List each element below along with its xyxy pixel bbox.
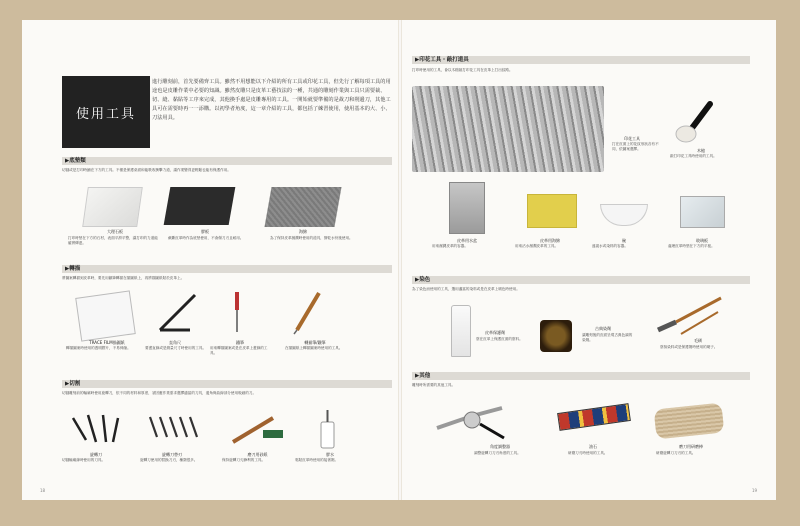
section-desc: 打印時使用的工具，會以木槌敲打印花工具在皮革上打出紋路。 [412,68,513,72]
item-label: 皮革用水盆 [457,238,477,243]
glue-bottle-image [315,408,340,450]
item-label: 碗 [622,238,626,243]
item-label: 皮革保護劑 [485,330,505,335]
stylus-image [225,290,250,335]
item-desc: 打印時墊在下方的石材，表面平滑平整，讓打印的力道能確實傳達。 [68,236,158,245]
item-label: 膠板 [201,229,209,234]
sharpening-board-image [228,410,288,450]
mallet-image [670,96,730,146]
item-label: 角度調整器 [490,444,510,449]
item-label: 鐵筆 [236,340,244,345]
page-title: 使用工具 [62,76,150,148]
item-desc: 塗在皮革上保護皮面的塗料。 [476,337,523,341]
item-desc: 用來轉描圖案或是在皮革上畫線的工具。 [210,346,268,355]
granite-slab-image [264,187,341,227]
page-gutter [398,20,402,500]
section-header: ▶轉描 [62,265,392,273]
intro-text: 進行雕刻前，首先要備齊工具。雖然不用想能以下介紹的所有工具或印花工具，但先行了解每項工具的用途也是皮雕作業中必要的知識。雖然皮雕只是皮革工藝技法的一種，共通的雕刻作業與工具只需要裁、切、縫、黏貼等工序來完成，其他換手處是皮雕專用的工具。一開始就要準備的是裁刀和削邊刀，其他工具可在需要時再一一添購。以初學者角度，這一章介紹的工具，都包括了練習使用，使用基本的大、小、刀法用具。 [152,79,391,121]
item-label: 大理石板 [107,229,123,234]
item-desc: 旋轉刀使用的替換刀刃，種類很多。 [140,458,198,462]
item-desc: 為了保持皮革濕潤時使用的道具，擠乾水份後使用。 [270,236,353,240]
section-desc: 切割或是打印時鋪在下方的工具。不僅是保護桌面和能吸收衝擊力道，讓作業變得更輕鬆也能有保護作用。 [62,168,231,172]
section-desc: 切割雕刻前的輪廓時使用旋轉刀，依不同的材料和厚度，須因應作業需求選擇適當的刀具，邊角與曲線部分使用較細的刀。 [62,391,257,395]
page-number-left: 18 [40,488,46,493]
leather-pan-image [449,182,485,234]
item-desc: 研磨旋轉刀刀刃的工具。 [656,451,696,455]
section-desc: 將圖案轉描到皮革時，要先用鐵筆轉描在描圖紙上，再將描圖紙貼於皮革上。 [62,276,185,280]
trace-film-image [75,290,136,341]
item-desc: 處理皮革時墊在下方的平板。 [668,244,715,248]
item-desc: 打在皮面上的花紋形狀各有不同，依圖案選擇。 [612,142,659,151]
item-desc: 轉描圖案時使用的透明膠片，不易伸縮。 [66,346,131,350]
item-label: 直角尺 [169,340,181,345]
section-header: ▶染色 [412,276,750,284]
item-desc: 切割輪廓線時使用的刀具。 [62,458,106,462]
glass-plate-image [680,196,725,228]
item-label: 海綿 [299,229,307,234]
section-desc: 為了染色而使用的工具，選用適當的染料或是在皮革上刷色時使用。 [412,287,520,291]
item-label: 磨刀用砂紙 [247,452,268,457]
item-desc: 塗抹染料或是保護劑時使用的刷子。 [660,345,718,349]
item-label: 古典染劑 [595,326,611,331]
item-desc: 保持旋轉刀刃鋒利的工具。 [222,458,266,462]
item-desc: 在描圖紙上轉描圖案時使用的工具。 [285,346,343,350]
item-desc: 盛裝水或染料的容器。 [592,244,628,248]
item-desc: 調整旋轉刀刀刃角度的工具。 [474,451,521,455]
item-label: TRACE FILM描圖紙 [89,340,125,345]
swivel-knife-image [68,410,128,450]
stamping-tools-image [412,86,604,172]
item-label: 磨刀用研磨棒 [679,444,703,449]
section-desc: 雕刻時所需要的其他工具。 [412,383,456,387]
brush-image [636,292,726,340]
item-desc: 截斷皮革時作為底墊使用，不會傷刀刃且耐用。 [168,236,244,240]
section-header: ▶其他 [412,372,750,380]
item-label: 印花工具 [624,136,640,141]
item-label: 旋轉刀 [90,452,102,457]
section-header: ▶底墊類 [62,157,392,165]
square-ruler-image [155,290,200,335]
section-header: ▶切割 [62,380,392,388]
replacement-blade-image [145,412,200,442]
item-desc: 用來濕潤皮革的容器。 [432,244,468,248]
item-label: 油石 [589,444,597,449]
angle-adjuster-image [432,398,512,443]
rubber-board-image [164,187,236,225]
item-label: 轉描筆/鐵筆 [304,340,326,345]
item-desc: 讓雕刻後的皮面呈現古典色調的染劑。 [582,333,633,342]
sponge-image [527,194,577,228]
protector-bottle-image [451,305,471,357]
item-desc: 敲打印花工具時使用的工具。 [670,154,717,158]
item-label: 毛刷 [694,338,702,343]
tracing-pen-image [292,290,322,335]
item-label: 玻璃板 [696,238,708,243]
item-label: 旋轉刀替刃 [162,452,182,457]
item-desc: 研磨刀刃時使用的工具。 [568,451,608,455]
page-number-right: 19 [752,488,758,493]
item-desc: 用來沾水濕潤皮革的工具。 [515,244,559,248]
section-header: ▶印花工具・敲打道具 [412,56,750,64]
item-label: 膠水 [326,452,334,457]
item-label: 皮革用海綿 [540,238,560,243]
item-desc: 黏貼皮革時使用的接著劑。 [295,458,339,462]
marble-board-image [82,187,143,227]
item-desc: 要畫直線或是測量尺寸時使用的工具。 [145,346,207,350]
antique-dye-jar-image [540,320,572,352]
item-label: 木槌 [697,148,705,153]
